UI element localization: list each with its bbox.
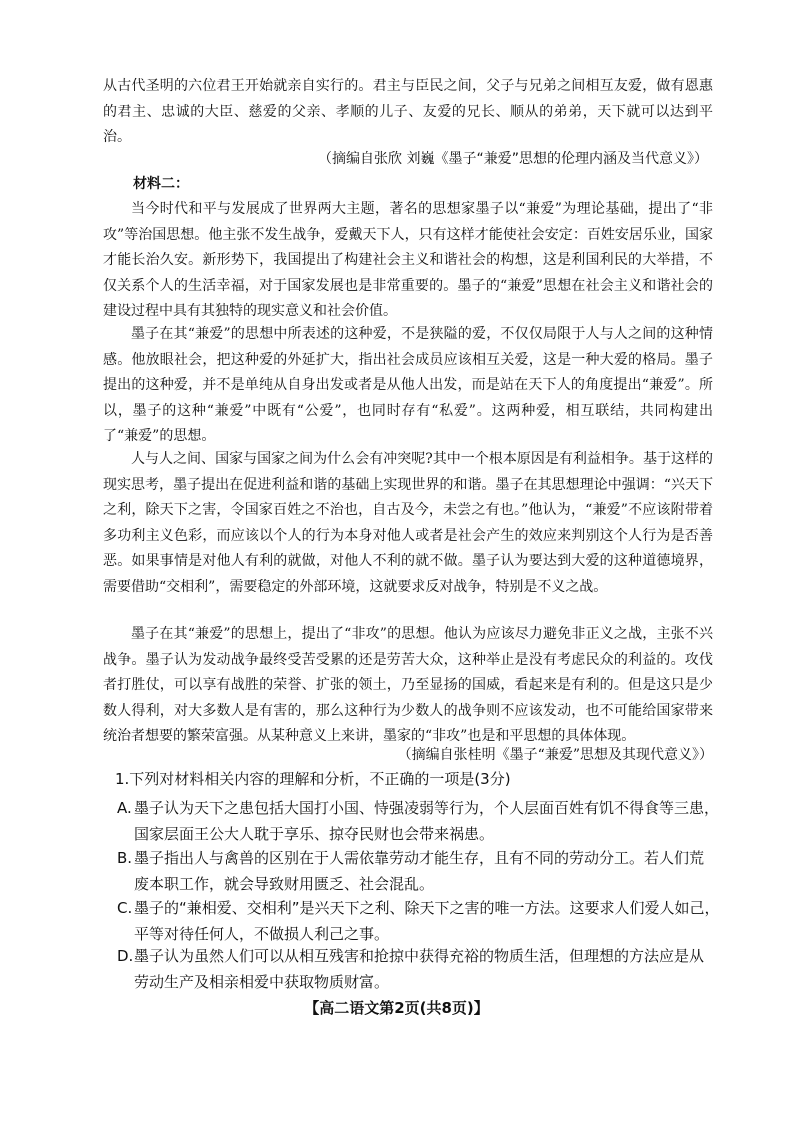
option-b-letter: B. [117,849,133,867]
option-a-letter: A. [117,799,132,817]
option-c-line1: 墨子的“兼相爱、交相利”是兴天下之利、除天下之害的唯一方法。这要求人们爱人如己， [134,899,720,917]
option-b [117,845,722,897]
option-a-line1: 墨子认为天下之患包括大国打小国、恃强凌弱等行为，个人层面百姓有饥不得食等三患， [134,799,720,817]
material2-paragraph-3: 人与人之间、国家与国家之间为什么会有冲突呢?其中一个根本原因是有利益相争。基于这样的现实思考，墨子提出在促进利益和谐的基础上实现世界的和谐。墨子在其思想理论中强调：“兴天下之利，除天下之害，令国家百姓之不治也，自古及今，未尝之有也。”他认为，“兼爱”不应该附带着多功利主义色彩，而应该以个人的行为本身对他人或者是社会产生的效应来判别这个人行为是否善恶。如果事情是对他人有利的就做，对他人不利的就不做。墨子认为要达到大爱的这种道德境界，需要借助“交相利”，需要稳定的外部环境，这就要求反对战争，特别是不义之战。 [103,451,713,595]
page-footer: 【高二语文第2页(共8页)】 [304,999,489,1017]
material2-paragraph-2: 墨子在其“兼爱”的思想中所表述的这种爱，不是狭隘的爱，不仅仅局限于人与人之间的这种情感。他放眼社会，把这种爱的外延扩大，指出社会成员应该相互关爱，这是一种大爱的格局。墨子提出的这种爱，并不是单纯从自身出发或者是从他人出发，而是站在天下人的角度提出“兼爱”。所以，墨子的这种“兼爱”中既有“公爱”，也同时存有“私爱”。这两种爱，相互联结，共同构建出了“兼爱”的思想。 [103,326,713,444]
material2-paragraph-4: 墨子在其“兼爱”的思想上，提出了“非攻”的思想。他认为应该尽力避免非正义之战，主张不兴战争。墨子认为发动战争最终受苦受累的还是劳苦大众，这种举止是没有考虑民众的利益的。攻伐者打胜仗，可以享有战胜的荣誉、扩张的领土，乃至显扬的国威，看起来是有利的。但是这只是少数人得利，对大多数人是有害的，那么这种行为少数人的战争则不应该发动，也不可能给国家带来统治者想要的繁荣富强。从某种意义上来讲，墨家的“非攻”也是和平思想的具体体现。 [103,626,713,744]
option-c [117,895,722,947]
option-d-line2: 劳动生产及相亲相爱中获取物质财富。 [134,973,390,991]
material1-source: （摘编自张欣 刘巍《墨子“兼爱”思想的伦理内涵及当代意义》） [318,151,708,167]
question-1-stem: 1.下列对材料相关内容的理解和分析，不正确的一项是(3分) [115,770,511,788]
option-a [117,795,722,847]
material2-heading: 材料二： [133,176,189,192]
option-d-letter: D. [117,947,134,965]
option-b-line1: 墨子指出人与禽兽的区别在于人需依靠劳动才能生存，且有不同的劳动分工。若人们荒 [134,849,705,867]
option-b-line2: 废本职工作，就会导致财用匮乏、社会混乱。 [134,875,435,893]
option-d [117,943,722,995]
option-c-letter: C. [117,899,133,917]
option-d-line1: 墨子认为虽然人们可以从相互残害和抢掠中获得充裕的物质生活，但理想的方法应是从 [134,947,705,965]
material1-paragraph-end: 从古代圣明的六位君王开始就亲自实行的。君主与臣民之间，父子与兄弟之间相互友爱，做有恩惠的君主、忠诚的大臣、慈爱的父亲、孝顺的儿子、友爱的兄长、顺从的弟弟，天下就可以达到平治。 [103,78,713,145]
material2-paragraph-1: 当今时代和平与发展成了世界两大主题，著名的思想家墨子以“兼爱”为理论基础，提出了“非攻”等治国思想。他主张不发生战争，爱戴天下人，只有这样才能使社会安定：百姓安居乐业，国家才能长治久安。新形势下，我国提出了构建社会主义和谐社会的构想，这是利国利民的大举措，不仅关系个人的生活幸福，对于国家发展也是非常重要的。墨子的“兼爱”思想在社会主义和谐社会的建设过程中具有其独特的现实意义和社会价值。 [103,201,713,319]
option-a-line2: 国家层面王公大人耽于享乐、掠夺民财也会带来祸患。 [134,825,495,843]
material2-source: （摘编自张桂明《墨子“兼爱”思想及其现代意义》） [397,747,713,763]
option-c-line2: 平等对待任何人，不做损人利己之事。 [134,925,390,943]
